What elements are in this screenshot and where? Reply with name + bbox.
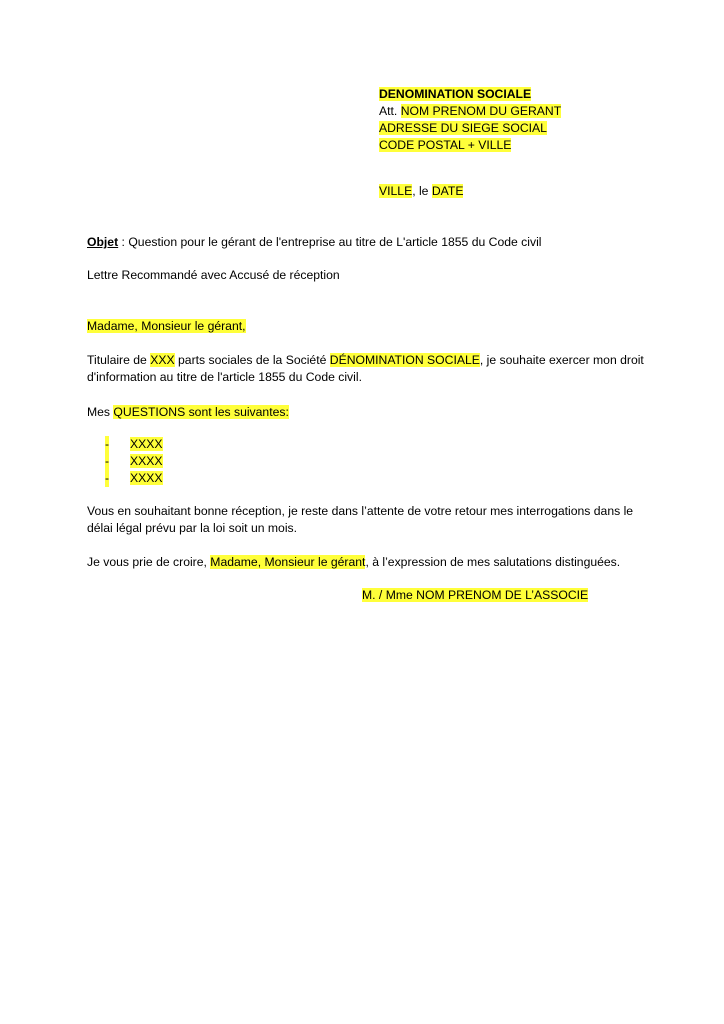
- date-line: [379, 183, 463, 200]
- list-item: [105, 436, 163, 453]
- questions-intro-prefix: Mes: [87, 405, 114, 419]
- lrar-line: Lettre Recommandé avec Accusé de réception: [87, 268, 340, 282]
- para1-shares: XXX: [150, 353, 175, 367]
- list-dash: -: [105, 437, 110, 451]
- recipient-att-line: [379, 103, 679, 120]
- date-value: DATE: [431, 184, 464, 198]
- recipient-address-line: [379, 120, 679, 137]
- objet-text: : Question pour le gérant de l'entreprise au titre de L'article 1855 du Code civil: [118, 235, 542, 249]
- recipient-att-prefix: Att.: [379, 104, 398, 118]
- recipient-att-name: NOM PRENOM DU GERANT: [400, 104, 562, 118]
- list-dash: -: [105, 471, 110, 485]
- recipient-address: ADRESSE DU SIEGE SOCIAL: [379, 121, 547, 135]
- list-item: [105, 470, 163, 487]
- paragraph-reception: Vous en souhaitant bonne réception, je reste dans l’attente de votre retour mes interrogations dans le délai légal prévu par la loi soit un mois.: [87, 504, 634, 535]
- para1-part2: parts sociales de la Société: [174, 353, 330, 367]
- recipient-postal-city: CODE POSTAL + VILLE: [379, 138, 512, 152]
- questions-intro: [87, 404, 647, 421]
- list-dash: -: [105, 454, 110, 468]
- para1-company: DÉNOMINATION SOCIALE: [329, 353, 480, 367]
- salutation-line: [87, 318, 647, 335]
- questions-intro-highlight: QUESTIONS sont les suivantes:: [113, 405, 289, 419]
- question-text: XXXX: [130, 454, 163, 468]
- question-text: XXXX: [130, 471, 163, 485]
- signature: [362, 587, 588, 604]
- date-connector: , le: [412, 184, 432, 198]
- list-item: [105, 453, 163, 470]
- closing-line: [87, 554, 647, 571]
- closing-highlight: Madame, Monsieur le gérant: [210, 555, 366, 569]
- para1-part1: Titulaire de: [87, 353, 151, 367]
- objet-line: [87, 234, 647, 251]
- signature-name: M. / Mme NOM PRENOM DE L’ASSOCIE: [362, 588, 589, 602]
- objet-label: Objet: [87, 235, 119, 249]
- para1-part3: , je souhaite exercer mon droit d'information au titre de l'article 1855 du Code civil.: [87, 353, 644, 384]
- closing-prefix: Je vous prie de croire,: [87, 555, 211, 569]
- closing-suffix: , à l’expression de mes salutations distinguées.: [365, 555, 621, 569]
- recipient-company: DENOMINATION SOCIALE: [379, 87, 532, 101]
- paragraph-shares: [87, 352, 647, 386]
- date-city: VILLE: [379, 184, 413, 198]
- recipient-postal-line: [379, 137, 679, 154]
- questions-list: [105, 436, 163, 487]
- salutation: Madame, Monsieur le gérant,: [87, 319, 246, 333]
- recipient-block: [379, 86, 679, 154]
- recipient-company-line: [379, 86, 679, 103]
- question-text: XXXX: [130, 437, 163, 451]
